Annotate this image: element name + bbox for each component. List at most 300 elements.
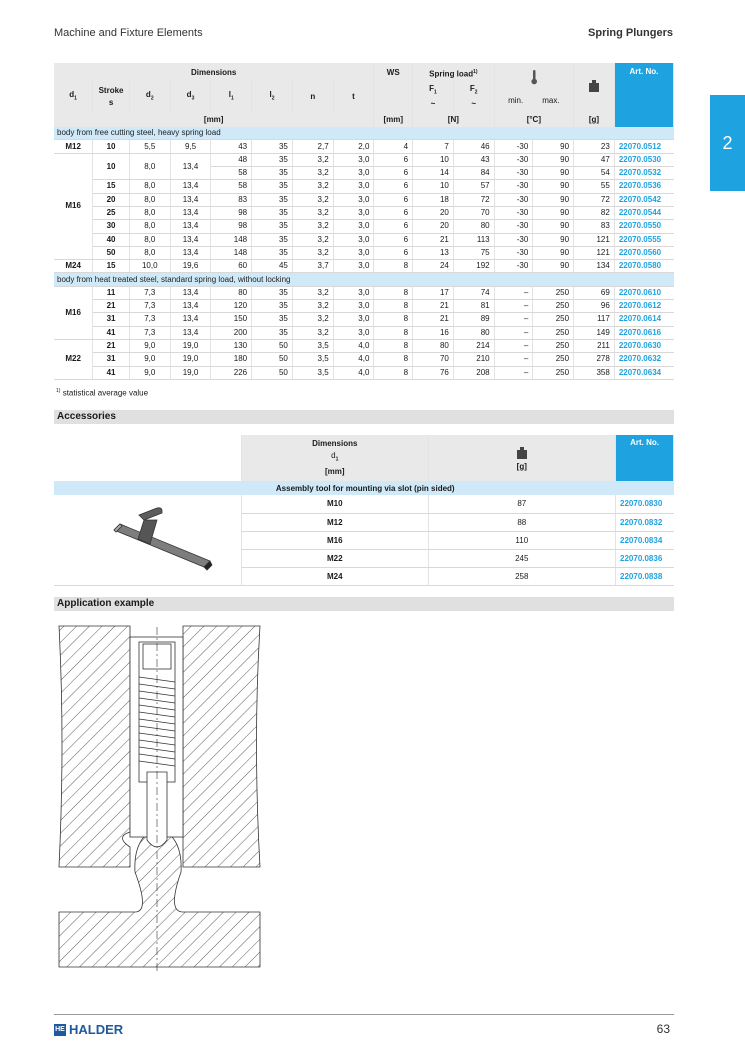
temp-min-cell: -30 xyxy=(494,180,533,193)
ws-cell: 8 xyxy=(374,260,413,273)
application-drawing xyxy=(55,622,265,977)
accessory-size-cell: M10 xyxy=(242,495,429,513)
stroke-cell: 30 xyxy=(93,220,130,233)
l2-cell: 35 xyxy=(252,233,293,246)
d1-cell: M16 xyxy=(54,286,93,339)
t-cell: 3,0 xyxy=(333,313,374,326)
t-cell: 3,0 xyxy=(333,246,374,259)
f1-cell: 24 xyxy=(413,260,454,273)
t-cell: 3,0 xyxy=(333,286,374,299)
accessory-weight-cell: 87 xyxy=(428,495,615,513)
f1-cell: 80 xyxy=(413,339,454,352)
t-header: t xyxy=(333,81,374,113)
temp-max-cell: 250 xyxy=(533,339,574,352)
header-category: Machine and Fixture Elements xyxy=(54,27,203,39)
table-row xyxy=(54,326,674,339)
f2-cell: 74 xyxy=(453,286,494,299)
accessory-art-no-link[interactable]: 22070.0832 xyxy=(616,513,674,531)
f2-cell: 75 xyxy=(453,246,494,259)
ws-cell: 8 xyxy=(374,326,413,339)
unit-mm: [mm] xyxy=(54,113,374,127)
art-no-link[interactable]: 22070.0536 xyxy=(614,180,673,193)
spring-plunger-table xyxy=(54,63,674,380)
table-section-label: body from free cutting steel, heavy spring load xyxy=(54,127,674,140)
stroke-cell: 10 xyxy=(93,153,130,180)
d2-cell: 10,0 xyxy=(129,260,170,273)
d2-cell: 7,3 xyxy=(129,313,170,326)
d2-cell: 5,5 xyxy=(129,140,170,153)
f2-cell: 113 xyxy=(453,233,494,246)
accessory-art-no-link[interactable]: 22070.0836 xyxy=(616,549,674,567)
n-cell: 3,2 xyxy=(292,233,333,246)
acc-section-label: Assembly tool for mounting via slot (pin sided) xyxy=(54,481,674,495)
f2-cell: 81 xyxy=(453,300,494,313)
d2-cell: 9,0 xyxy=(129,353,170,366)
weight-cell: 47 xyxy=(574,153,615,166)
temperature-header xyxy=(494,63,573,113)
table-row xyxy=(54,286,674,299)
art-no-link[interactable]: 22070.0616 xyxy=(614,326,673,339)
l1-cell: 48 xyxy=(211,153,252,166)
accessory-art-no-link[interactable]: 22070.0834 xyxy=(616,531,674,549)
art-no-link[interactable]: 22070.0630 xyxy=(614,339,673,352)
weight-cell: 54 xyxy=(574,167,615,180)
f1-cell: 21 xyxy=(413,313,454,326)
d1-cell: M24 xyxy=(54,260,93,273)
art-no-link[interactable]: 22070.0634 xyxy=(614,366,673,379)
f1-cell: 10 xyxy=(413,180,454,193)
temp-min-cell: – xyxy=(494,313,533,326)
n-cell: 3,2 xyxy=(292,246,333,259)
stroke-cell: 20 xyxy=(93,193,130,206)
d2-cell: 8,0 xyxy=(129,220,170,233)
ws-header: WS xyxy=(374,63,413,81)
d1-cell: M16 xyxy=(54,153,93,259)
temp-max-cell: 90 xyxy=(533,260,574,273)
f1-cell: 7 xyxy=(413,140,454,153)
f1-cell: 17 xyxy=(413,286,454,299)
d2-cell: 8,0 xyxy=(129,153,170,180)
n-cell: 2,7 xyxy=(292,140,333,153)
d3-cell: 13,4 xyxy=(170,193,211,206)
chapter-tab[interactable]: 2 xyxy=(710,95,745,191)
f1-cell: 16 xyxy=(413,326,454,339)
l2-cell: 35 xyxy=(252,167,293,180)
temp-min-cell: -30 xyxy=(494,206,533,219)
acc-art-no-header: Art. No. xyxy=(616,435,674,481)
f1-cell: 13 xyxy=(413,246,454,259)
l1-cell: 98 xyxy=(211,206,252,219)
temp-max-cell: 90 xyxy=(533,220,574,233)
l2-cell: 50 xyxy=(252,366,293,379)
accessory-row xyxy=(54,495,674,513)
accessories-table xyxy=(54,435,674,586)
weight-icon xyxy=(588,79,600,93)
unit-mm-ws: [mm] xyxy=(374,113,413,127)
t-cell: 2,0 xyxy=(333,140,374,153)
table-row xyxy=(54,140,674,153)
art-no-link[interactable]: 22070.0512 xyxy=(614,140,673,153)
f1-cell: 10 xyxy=(413,153,454,166)
dimensions-header: Dimensions xyxy=(54,63,374,81)
n-cell: 3,2 xyxy=(292,206,333,219)
f2-cell: 43 xyxy=(453,153,494,166)
accessory-weight-cell: 245 xyxy=(428,549,615,567)
weight-cell: 83 xyxy=(574,220,615,233)
brand-logo: HE HALDER xyxy=(55,1022,124,1037)
accessory-size-cell: M12 xyxy=(242,513,429,531)
temp-min-cell: -30 xyxy=(494,246,533,259)
ws-cell: 4 xyxy=(374,140,413,153)
temp-max-cell: 90 xyxy=(533,180,574,193)
n-cell: 3,2 xyxy=(292,180,333,193)
t-cell: 3,0 xyxy=(333,260,374,273)
weight-icon xyxy=(516,446,528,460)
t-cell: 3,0 xyxy=(333,326,374,339)
ws-cell: 6 xyxy=(374,167,413,180)
f1-cell: 14 xyxy=(413,167,454,180)
f2-cell: 214 xyxy=(453,339,494,352)
f1-header: $F_1$ ~ xyxy=(413,81,454,113)
temp-max-cell: 90 xyxy=(533,246,574,259)
l2-cell: 35 xyxy=(252,220,293,233)
temp-max-cell: 90 xyxy=(533,206,574,219)
f2-cell: 80 xyxy=(453,326,494,339)
l2-cell: 50 xyxy=(252,339,293,352)
d1-cell: M22 xyxy=(54,339,93,379)
d3-cell: 13,4 xyxy=(170,246,211,259)
ws-cell: 8 xyxy=(374,339,413,352)
t-cell: 3,0 xyxy=(333,153,374,166)
thermometer-icon xyxy=(529,69,539,85)
art-no-header: Art. No. xyxy=(614,63,673,127)
temp-min-cell: – xyxy=(494,300,533,313)
l1-cell: 43 xyxy=(211,140,252,153)
n-cell: 3,2 xyxy=(292,193,333,206)
ws-cell: 8 xyxy=(374,353,413,366)
d2-cell: 7,3 xyxy=(129,300,170,313)
footer-divider xyxy=(54,1014,674,1015)
art-no-link[interactable]: 22070.0560 xyxy=(614,246,673,259)
art-no-link[interactable]: 22070.0612 xyxy=(614,300,673,313)
l2-cell: 50 xyxy=(252,353,293,366)
stroke-cell: 10 xyxy=(93,140,130,153)
ws-cell: 8 xyxy=(374,366,413,379)
table-row xyxy=(54,366,674,379)
t-cell: 3,0 xyxy=(333,220,374,233)
d2-cell: 8,0 xyxy=(129,206,170,219)
weight-cell: 82 xyxy=(574,206,615,219)
n-cell: 3,2 xyxy=(292,167,333,180)
temp-max-cell: 250 xyxy=(533,366,574,379)
assembly-tool-image xyxy=(54,495,242,586)
table-row xyxy=(54,180,674,193)
l1-cell: 180 xyxy=(211,353,252,366)
application-title: Application example xyxy=(54,597,674,611)
f1-cell: 21 xyxy=(413,300,454,313)
stroke-cell: 11 xyxy=(93,286,130,299)
logo-mark-icon: HE xyxy=(54,1024,66,1036)
accessory-art-no-link[interactable]: 22070.0830 xyxy=(616,495,674,513)
ws-cell: 8 xyxy=(374,300,413,313)
temp-max-cell: 250 xyxy=(533,326,574,339)
l1-cell: 120 xyxy=(211,300,252,313)
stroke-cell: 21 xyxy=(93,300,130,313)
d2-cell: 8,0 xyxy=(129,193,170,206)
d3-cell: 19,6 xyxy=(170,260,211,273)
temp-max-cell: 250 xyxy=(533,286,574,299)
n-cell: 3,2 xyxy=(292,153,333,166)
l1-cell: 150 xyxy=(211,313,252,326)
weight-cell: 96 xyxy=(574,300,615,313)
t-cell: 3,0 xyxy=(333,180,374,193)
l1-cell: 130 xyxy=(211,339,252,352)
temp-min-cell: – xyxy=(494,326,533,339)
t-cell: 3,0 xyxy=(333,206,374,219)
ws-cell: 6 xyxy=(374,153,413,166)
d2-cell: 9,0 xyxy=(129,366,170,379)
art-no-link[interactable]: 22070.0542 xyxy=(614,193,673,206)
temp-min-cell: -30 xyxy=(494,140,533,153)
f2-cell: 72 xyxy=(453,193,494,206)
f2-cell: 192 xyxy=(453,260,494,273)
temp-max-cell: 250 xyxy=(533,353,574,366)
n-cell: 3,2 xyxy=(292,220,333,233)
unit-n: [N] xyxy=(413,113,495,127)
ws-cell: 6 xyxy=(374,206,413,219)
l1-cell: 83 xyxy=(211,193,252,206)
f1-cell: 18 xyxy=(413,193,454,206)
stroke-cell: 15 xyxy=(93,260,130,273)
n-cell: 3,5 xyxy=(292,339,333,352)
d3-header: $d_3$ xyxy=(170,81,211,113)
t-cell: 4,0 xyxy=(333,339,374,352)
temp-min-cell: – xyxy=(494,366,533,379)
l2-cell: 35 xyxy=(252,326,293,339)
f2-cell: 46 xyxy=(453,140,494,153)
f2-cell: 84 xyxy=(453,167,494,180)
table-row xyxy=(54,233,674,246)
l1-cell: 200 xyxy=(211,326,252,339)
d3-cell: 19,0 xyxy=(170,366,211,379)
art-no-link[interactable]: 22070.0550 xyxy=(614,220,673,233)
d3-cell: 13,4 xyxy=(170,300,211,313)
f2-cell: 208 xyxy=(453,366,494,379)
art-no-link[interactable]: 22070.0632 xyxy=(614,353,673,366)
temp-max-cell: 250 xyxy=(533,313,574,326)
accessory-size-cell: M24 xyxy=(242,567,429,585)
table-row xyxy=(54,153,674,166)
unit-g: [g] xyxy=(574,113,615,127)
f1-cell: 21 xyxy=(413,233,454,246)
stroke-cell: 31 xyxy=(93,353,130,366)
d3-cell: 13,4 xyxy=(170,220,211,233)
table-row xyxy=(54,260,674,273)
temp-min-cell: -30 xyxy=(494,233,533,246)
d2-cell: 8,0 xyxy=(129,180,170,193)
l2-cell: 35 xyxy=(252,140,293,153)
ws-cell: 6 xyxy=(374,220,413,233)
f2-cell: 210 xyxy=(453,353,494,366)
art-no-link[interactable]: 22070.0614 xyxy=(614,313,673,326)
art-no-link[interactable]: 22070.0532 xyxy=(614,167,673,180)
page-number: 63 xyxy=(656,1022,670,1036)
d3-cell: 19,0 xyxy=(170,339,211,352)
header-title: Spring Plungers xyxy=(588,27,673,39)
l1-cell: 58 xyxy=(211,167,252,180)
temp-min-cell: – xyxy=(494,286,533,299)
accessory-size-cell: M16 xyxy=(242,531,429,549)
stroke-cell: 15 xyxy=(93,180,130,193)
d1-header: $d_1$ xyxy=(54,81,93,113)
temp-max-cell: 250 xyxy=(533,300,574,313)
l1-cell: 226 xyxy=(211,366,252,379)
weight-cell: 278 xyxy=(574,353,615,366)
weight-cell: 134 xyxy=(574,260,615,273)
t-cell: 3,0 xyxy=(333,167,374,180)
f1-cell: 70 xyxy=(413,353,454,366)
f1-cell: 20 xyxy=(413,220,454,233)
t-cell: 4,0 xyxy=(333,366,374,379)
n-cell: 3,5 xyxy=(292,366,333,379)
table-section-label: body from heat treated steel, standard spring load, without locking xyxy=(54,273,674,286)
table-row xyxy=(54,220,674,233)
art-no-link[interactable]: 22070.0610 xyxy=(614,286,673,299)
temp-max-cell: 90 xyxy=(533,153,574,166)
d3-cell: 13,4 xyxy=(170,313,211,326)
l2-cell: 35 xyxy=(252,206,293,219)
l1-cell: 80 xyxy=(211,286,252,299)
art-no-link[interactable]: 22070.0580 xyxy=(614,260,673,273)
f2-cell: 80 xyxy=(453,220,494,233)
temp-min-cell: – xyxy=(494,339,533,352)
l2-cell: 35 xyxy=(252,313,293,326)
t-cell: 3,0 xyxy=(333,233,374,246)
weight-cell: 72 xyxy=(574,193,615,206)
l2-cell: 45 xyxy=(252,260,293,273)
f2-cell: 89 xyxy=(453,313,494,326)
d3-cell: 13,4 xyxy=(170,233,211,246)
d3-cell: 13,4 xyxy=(170,286,211,299)
ws-cell: 6 xyxy=(374,180,413,193)
table-row xyxy=(54,193,674,206)
ws-cell: 6 xyxy=(374,233,413,246)
l2-cell: 35 xyxy=(252,300,293,313)
art-no-link[interactable]: 22070.0530 xyxy=(614,153,673,166)
l2-cell: 35 xyxy=(252,193,293,206)
accessory-weight-cell: 88 xyxy=(428,513,615,531)
stroke-cell: 41 xyxy=(93,326,130,339)
stroke-cell: 41 xyxy=(93,366,130,379)
n-header: n xyxy=(292,81,333,113)
d3-cell: 9,5 xyxy=(170,140,211,153)
art-no-link[interactable]: 22070.0555 xyxy=(614,233,673,246)
d3-cell: 13,4 xyxy=(170,206,211,219)
n-cell: 3,2 xyxy=(292,300,333,313)
table-row xyxy=(54,353,674,366)
stroke-cell: 21 xyxy=(93,339,130,352)
d2-cell: 9,0 xyxy=(129,339,170,352)
table-row xyxy=(54,313,674,326)
l2-cell: 35 xyxy=(252,153,293,166)
weight-cell: 55 xyxy=(574,180,615,193)
ws-cell: 6 xyxy=(374,246,413,259)
temp-min-cell: -30 xyxy=(494,260,533,273)
n-cell: 3,2 xyxy=(292,313,333,326)
min-label: min. xyxy=(508,95,524,105)
d2-cell: 7,3 xyxy=(129,326,170,339)
temp-min-cell: -30 xyxy=(494,193,533,206)
f2-cell: 57 xyxy=(453,180,494,193)
l1-header: $l_1$ xyxy=(211,81,252,113)
t-cell: 3,0 xyxy=(333,193,374,206)
l2-cell: 35 xyxy=(252,286,293,299)
accessory-weight-cell: 110 xyxy=(428,531,615,549)
l2-cell: 35 xyxy=(252,246,293,259)
d3-cell: 13,4 xyxy=(170,326,211,339)
table-row xyxy=(54,206,674,219)
weight-cell: 117 xyxy=(574,313,615,326)
t-cell: 4,0 xyxy=(333,353,374,366)
n-cell: 3,2 xyxy=(292,286,333,299)
weight-cell: 149 xyxy=(574,326,615,339)
table-row xyxy=(54,246,674,259)
table-row xyxy=(54,339,674,352)
max-label: max. xyxy=(542,95,560,105)
acc-dimensions-header: Dimensions $d_1$ [mm] xyxy=(242,435,429,481)
unit-c: [°C] xyxy=(494,113,573,127)
stroke-cell: 40 xyxy=(93,233,130,246)
l2-cell: 35 xyxy=(252,180,293,193)
f1-cell: 76 xyxy=(413,366,454,379)
temp-max-cell: 90 xyxy=(533,193,574,206)
weight-cell: 121 xyxy=(574,246,615,259)
weight-cell: 69 xyxy=(574,286,615,299)
ws-cell: 6 xyxy=(374,193,413,206)
l1-cell: 148 xyxy=(211,246,252,259)
t-cell: 3,0 xyxy=(333,300,374,313)
ws-cell: 8 xyxy=(374,286,413,299)
n-cell: 3,5 xyxy=(292,353,333,366)
l1-cell: 60 xyxy=(211,260,252,273)
weight-cell: 121 xyxy=(574,233,615,246)
l1-cell: 98 xyxy=(211,220,252,233)
l2-header: $l_2$ xyxy=(252,81,293,113)
accessories-title: Accessories xyxy=(54,410,674,424)
footnote: $^{1)}$ statistical average value xyxy=(56,388,149,398)
stroke-cell: 31 xyxy=(93,313,130,326)
f2-header: $F_2$ ~ xyxy=(453,81,494,113)
f1-cell: 20 xyxy=(413,206,454,219)
f2-cell: 70 xyxy=(453,206,494,219)
d3-cell: 13,4 xyxy=(170,153,211,180)
stroke-header: Stroke s xyxy=(93,81,130,113)
temp-max-cell: 90 xyxy=(533,233,574,246)
acc-weight-header: [g] xyxy=(428,435,615,481)
ws-cell: 8 xyxy=(374,313,413,326)
art-no-link[interactable]: 22070.0544 xyxy=(614,206,673,219)
weight-header xyxy=(574,63,615,113)
weight-cell: 358 xyxy=(574,366,615,379)
d3-cell: 19,0 xyxy=(170,353,211,366)
temp-min-cell: -30 xyxy=(494,153,533,166)
d1-cell: M12 xyxy=(54,140,93,153)
l1-cell: 58 xyxy=(211,180,252,193)
d2-cell: 8,0 xyxy=(129,233,170,246)
weight-cell: 23 xyxy=(574,140,615,153)
temp-min-cell: – xyxy=(494,353,533,366)
accessory-art-no-link[interactable]: 22070.0838 xyxy=(616,567,674,585)
